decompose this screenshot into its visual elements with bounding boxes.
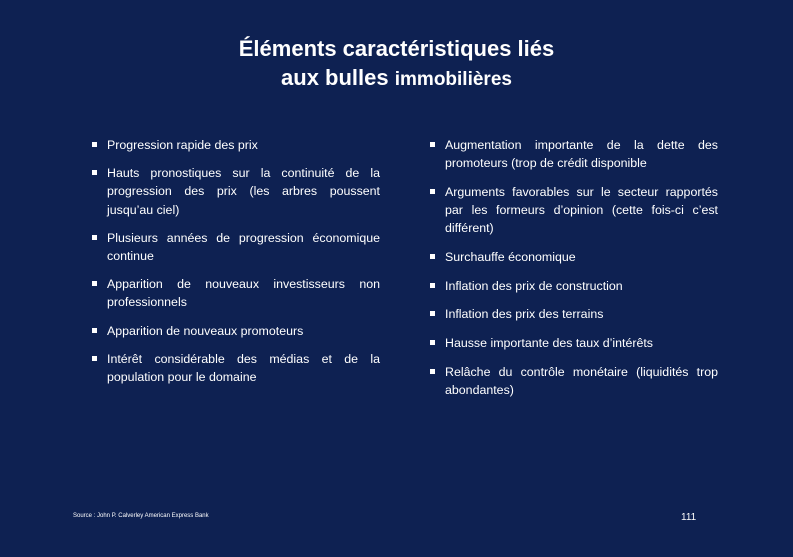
list-item (430, 334, 718, 352)
list-item-text: Progression rapide des prix (107, 138, 258, 152)
list-item-text: Apparition de nouveaux investisseurs non professionnels (107, 277, 380, 310)
slide-title (0, 34, 793, 94)
square-bullet-icon (430, 369, 435, 374)
right-bullet-list (430, 136, 718, 410)
square-bullet-icon (92, 235, 97, 240)
list-item (430, 305, 718, 323)
square-bullet-icon (92, 142, 97, 147)
list-item (92, 350, 380, 386)
list-item-text: Hauts pronostiques sur la continuité de la progression des prix (les arbres poussent jusqu’au ciel) (107, 166, 380, 217)
square-bullet-icon (92, 170, 97, 175)
title-line-2 (0, 63, 793, 94)
square-bullet-icon (430, 340, 435, 345)
list-item (92, 275, 380, 311)
square-bullet-icon (430, 283, 435, 288)
square-bullet-icon (430, 311, 435, 316)
square-bullet-icon (430, 189, 435, 194)
square-bullet-icon (92, 356, 97, 361)
list-item (430, 183, 718, 238)
list-item (430, 136, 718, 172)
title-line-2-main: aux bulles (281, 65, 395, 90)
list-item (92, 322, 380, 340)
list-item-text: Augmentation importante de la dette des promoteurs (trop de crédit disponible (445, 138, 718, 171)
list-item-text: Surchauffe économique (445, 250, 576, 265)
list-item-text: Apparition de nouveaux promoteurs (107, 323, 304, 338)
list-item-text: Intérêt considérable des médias et de la population pour le domaine (107, 351, 380, 385)
square-bullet-icon (430, 254, 435, 259)
square-bullet-icon (430, 142, 435, 147)
list-item-text: Plusieurs années de progression économique continue (107, 230, 380, 264)
square-bullet-icon (92, 281, 97, 286)
list-item (92, 229, 380, 265)
page-number: 111 (681, 512, 697, 523)
list-item (92, 164, 380, 219)
list-item-text: Arguments favorables sur le secteur rapportés par les formeurs d’opinion (cette fois-ci c’est différent) (445, 184, 718, 236)
list-item-text: Relâche du contrôle monétaire (liquidités trop abondantes) (445, 364, 718, 398)
list-item (430, 248, 718, 266)
list-item-text: Inflation des prix des terrains (445, 307, 604, 322)
list-item (430, 277, 718, 295)
title-line-1: Éléments caractéristiques liés (238, 36, 555, 61)
list-item (92, 136, 380, 154)
square-bullet-icon (92, 328, 97, 333)
left-bullet-list (92, 136, 380, 396)
list-item-text: Inflation des prix de construction (445, 278, 623, 293)
title-line-2-small: immobilières (394, 69, 512, 90)
source-note: Source : John P. Calverley American Express Bank (73, 513, 209, 519)
list-item-text: Hausse importante des taux d’intérêts (445, 336, 653, 351)
list-item (430, 363, 718, 399)
